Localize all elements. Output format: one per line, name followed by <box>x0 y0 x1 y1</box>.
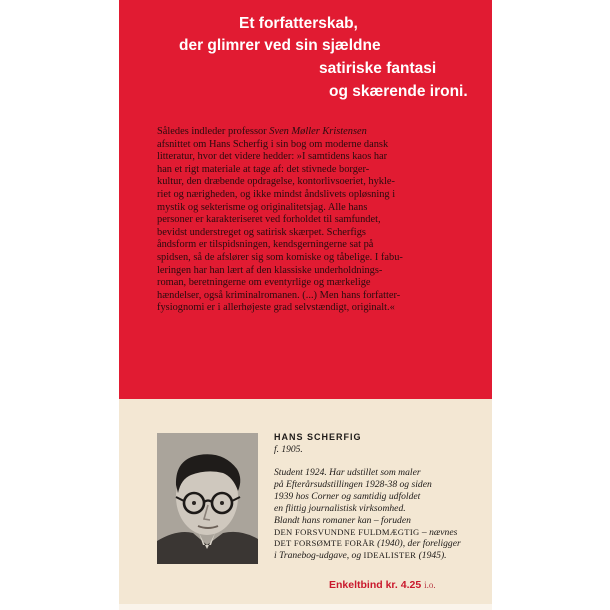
author-name: HANS SCHERFIG <box>274 432 362 442</box>
quote-line: bevidst understreget og satirisk skærpet. Scherfigs <box>157 226 366 238</box>
author-panel <box>119 399 492 610</box>
bio-line: DEN FORSVUNDNE FULDMÆGTIG – nævnes <box>274 526 458 538</box>
quote-line: roman, beretningerne om eventyrlige og mærkelige <box>157 277 371 289</box>
headline-line-1: Et forfatterskab, <box>239 15 358 32</box>
page-edge <box>119 604 492 610</box>
quote-line: han et rigt materiale at tage af: det stivnede borger- <box>157 163 370 175</box>
quote-line: kultur, den dræbende opdragelse, kontorlivsoeriet, hykle- <box>157 176 395 188</box>
quote-paragraph <box>157 126 457 315</box>
book-title: DET FORSØMTE FORÅR <box>274 538 375 549</box>
headline-line-4: og skærende ironi. <box>329 83 468 100</box>
quote-author: Sven Møller Kristensen <box>269 126 367 137</box>
bio-line: i Tranebog-udgave, og IDEALISTER (1945). <box>274 550 447 562</box>
quote-line: spidsen, så de afslører sig som komiske og tåbelige. I fabu- <box>157 251 403 263</box>
quote-line: litteratur, hvor det videre hedder: »I samtidens kaos har <box>157 151 388 163</box>
bio-line: på Efterårsudstillingen 1928-38 og siden <box>274 478 432 490</box>
author-bio <box>274 467 489 562</box>
book-back-cover <box>119 0 492 610</box>
author-portrait <box>157 433 258 564</box>
bio-line: 1939 hos Corner og samtidig udfoldet <box>274 490 421 502</box>
bio-line: DET FORSØMTE FORÅR (1940), der foreligger <box>274 538 461 550</box>
bio-line: en flittig journalistisk virksomhed. <box>274 502 406 514</box>
quote-line: mystik og sekterisme og originalitetsjag. Alle hans <box>157 201 368 213</box>
book-title: DEN FORSVUNDNE FULDMÆGTIG <box>274 526 420 537</box>
bio-line: Student 1924. Har udstillet som maler <box>274 467 421 478</box>
quote-line: afsnittet om Hans Scherfig i sin bog om moderne dansk <box>157 138 389 150</box>
author-birth-year: f. 1905. <box>274 445 303 455</box>
headline <box>119 14 492 104</box>
quote-line: riet og nærigheden, og ikke mindst åndslivets opløsning i <box>157 188 396 200</box>
book-title: IDEALISTER <box>363 550 417 561</box>
quote-line: åndsform er tilspidsningen, kendsgerningerne sat på <box>157 239 374 251</box>
price-suffix: i.o. <box>424 580 436 590</box>
quote-line: hændelser, også kriminalromanen. (...) Men hans forfatter- <box>157 289 401 301</box>
headline-line-3: satiriske fantasi <box>319 60 437 77</box>
quote-line: leringen har han lært af den klassiske underholdnings- <box>157 264 383 276</box>
quote-line: personer er karakteriseret ved forholdet til samfundet, <box>157 214 381 226</box>
bio-line: Blandt hans romaner kan – foruden <box>274 514 411 526</box>
author-portrait-image <box>157 433 258 564</box>
price-label: Enkeltbind kr. 4.25 i.o. <box>329 579 436 591</box>
quote-line: Således indleder professor Sven Møller Kristensen <box>157 126 367 137</box>
headline-line-2: der glimrer ved sin sjældne <box>179 37 381 54</box>
quote-line: fysiognomi er i allerhøjeste grad selvstændigt, originalt.« <box>157 302 395 314</box>
